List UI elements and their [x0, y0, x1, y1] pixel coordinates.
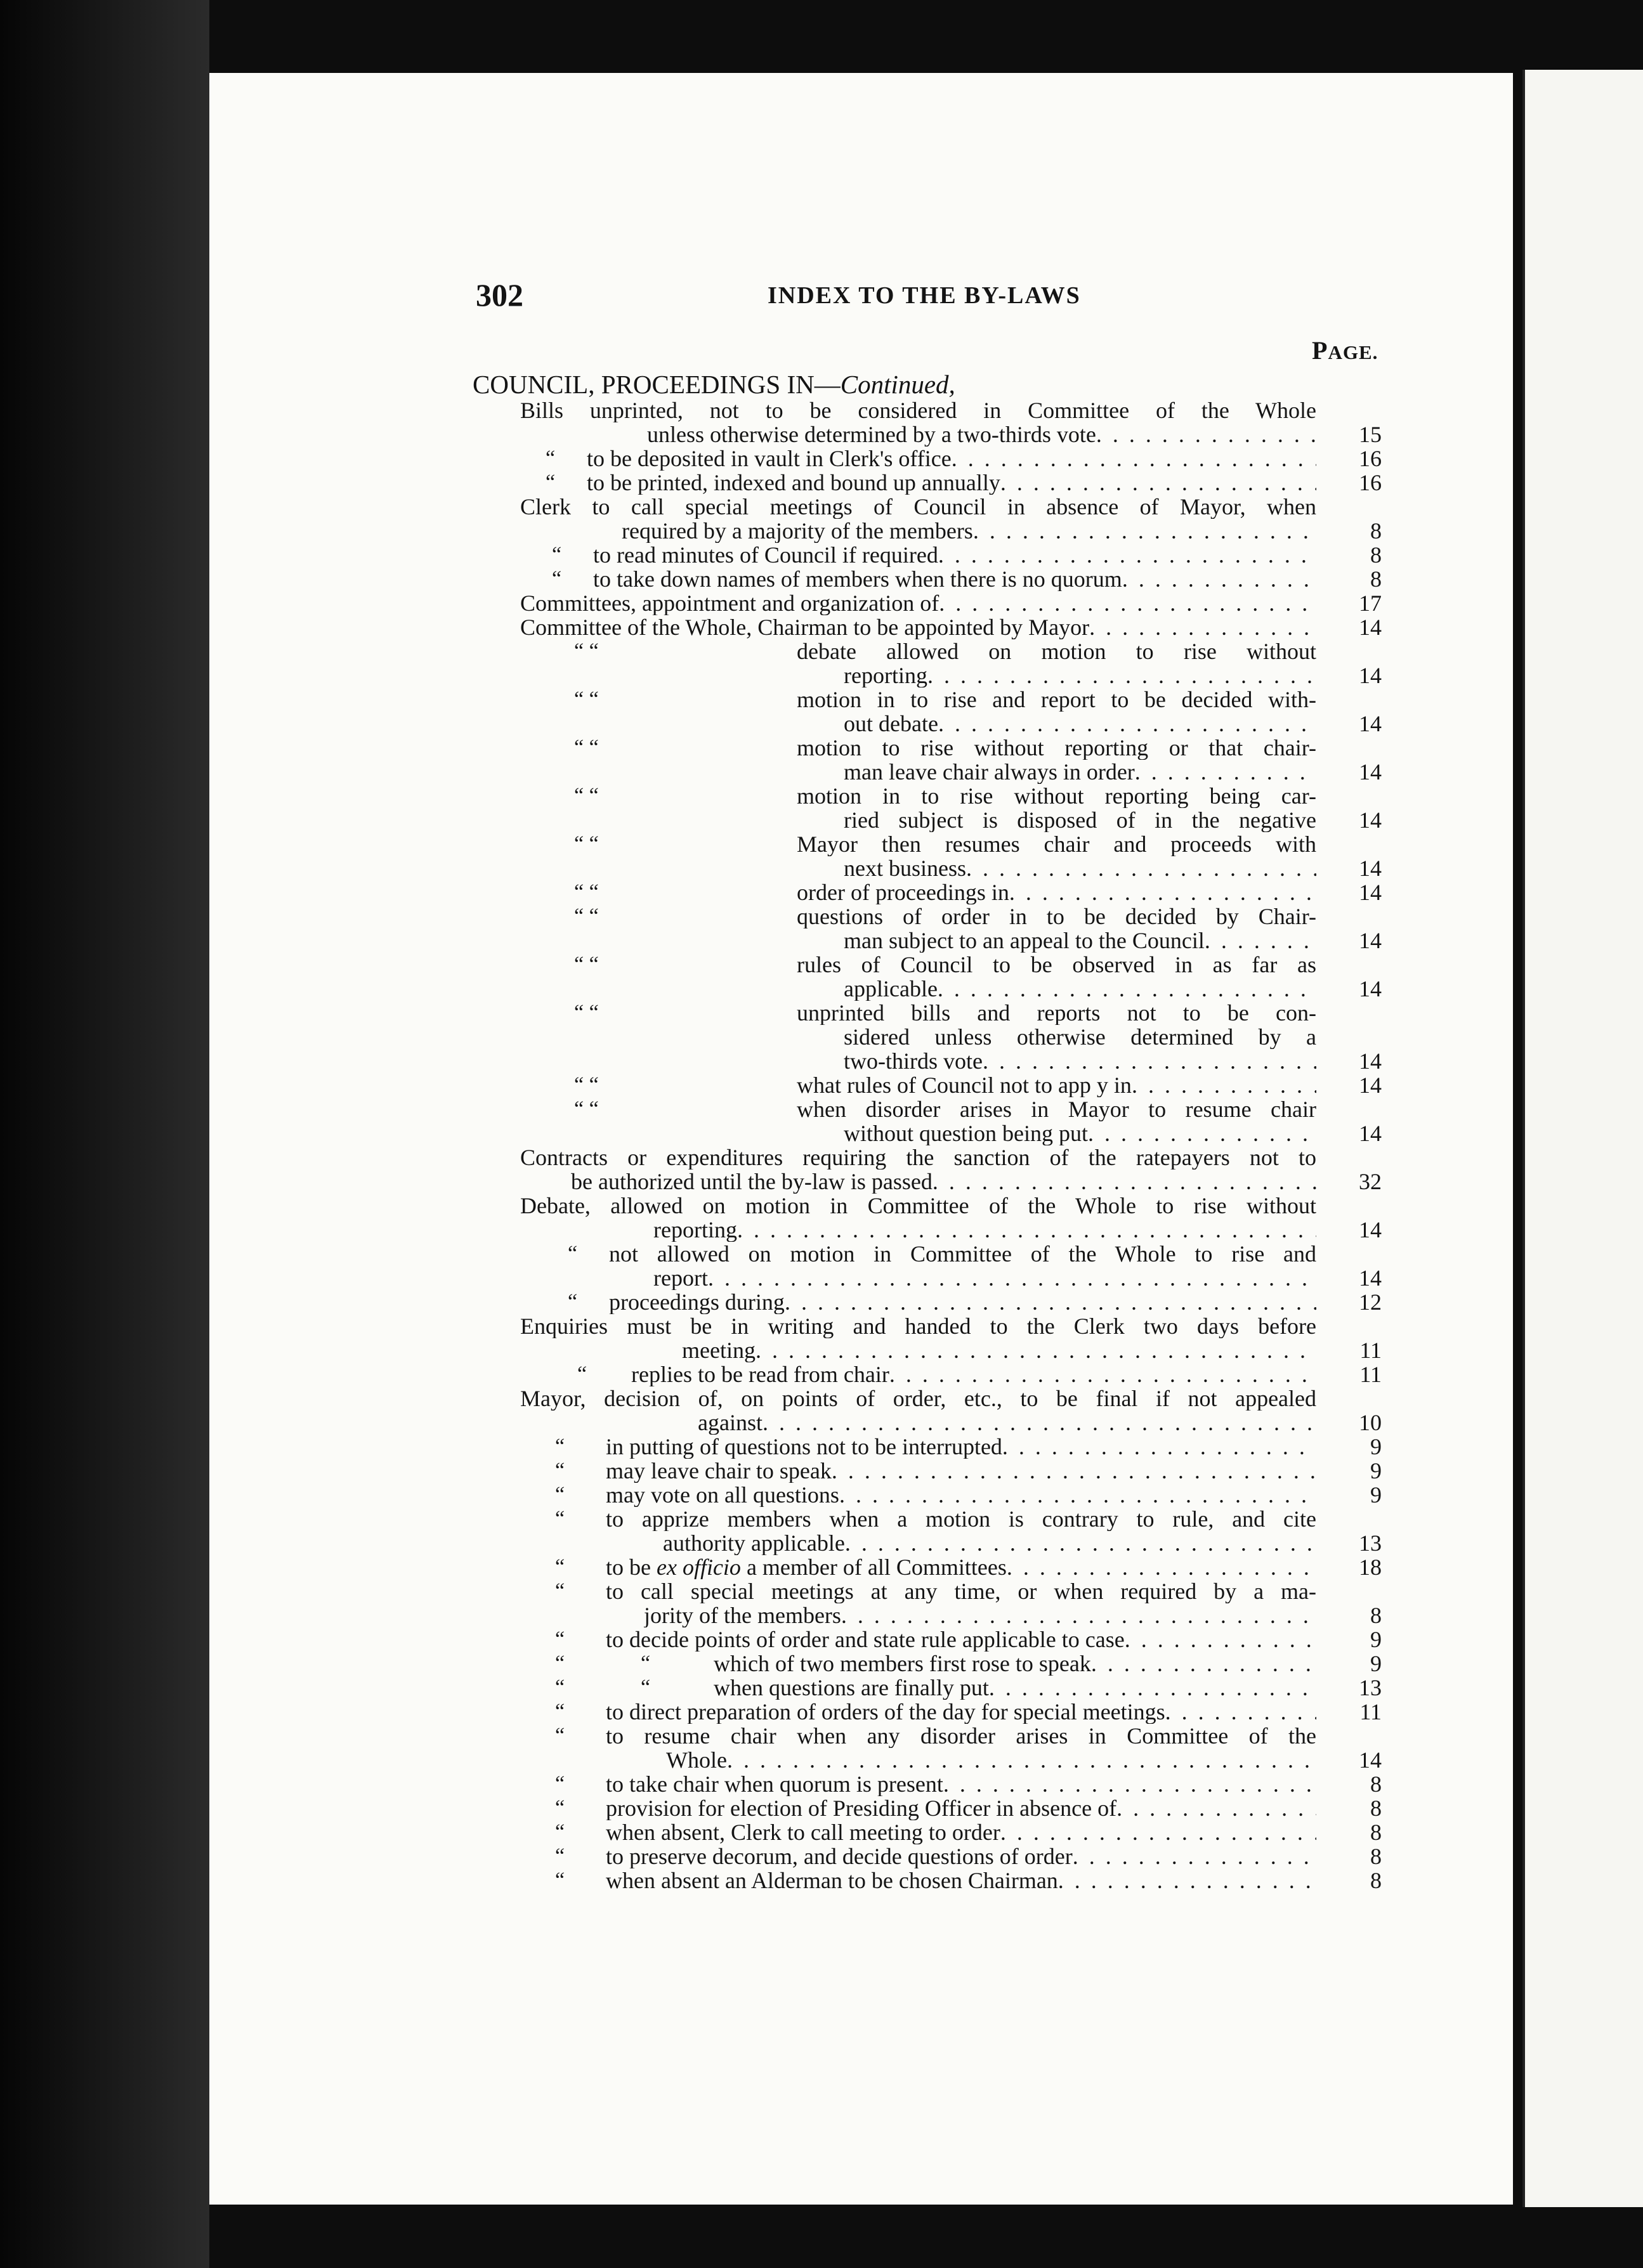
index-entry	[520, 1676, 1382, 1700]
leader-dots	[708, 1266, 1316, 1290]
entry-text: Mayor, decision of, on points of order, etc., to be final if not appealed	[520, 1386, 1316, 1411]
entry-text: Mayor then resumes chair and proceeds with	[797, 832, 1316, 856]
ditto-mark: “	[555, 1820, 565, 1844]
index-entry	[520, 929, 1382, 953]
entry-text: when questions are finally put	[714, 1676, 989, 1700]
adjacent-page-edge	[1522, 70, 1643, 2207]
leader-dots	[1088, 1121, 1316, 1145]
index-entry	[520, 904, 1382, 929]
entry-text: report	[653, 1266, 708, 1290]
ditto-mark: “	[555, 1796, 565, 1820]
entry-text: to preserve decorum, and decide questions of order	[606, 1844, 1073, 1868]
index-entry	[520, 712, 1382, 736]
entry-text-italic: ex officio	[656, 1555, 741, 1579]
index-entry	[520, 736, 1382, 760]
page-ref: 14	[1359, 976, 1382, 1001]
leader-dots	[989, 1676, 1316, 1700]
index-entry	[520, 1579, 1382, 1603]
entry-text: without question being put	[844, 1121, 1088, 1145]
page-ref: 32	[1359, 1169, 1382, 1194]
index-entry	[520, 1627, 1382, 1652]
leader-dots	[1165, 1700, 1316, 1724]
entry-text: to read minutes of Council if required	[593, 543, 938, 567]
ditto-marks: “ “	[574, 880, 599, 904]
index-entry	[520, 1025, 1382, 1049]
index-entry	[520, 663, 1382, 688]
ditto-marks: “ “	[574, 736, 599, 759]
ditto-mark: “	[568, 1242, 578, 1265]
ditto-mark: “	[555, 1652, 565, 1675]
ditto-mark: “	[555, 1507, 565, 1530]
ditto-mark: “	[555, 1579, 565, 1603]
index-entry	[520, 1073, 1382, 1097]
entry-text: motion in to rise and report to be decided with-	[797, 688, 1316, 712]
ditto-marks: “ “	[574, 1001, 599, 1024]
leader-dots	[845, 1531, 1316, 1555]
index-entry	[520, 1218, 1382, 1242]
page-label-initial: P	[1312, 336, 1328, 365]
entry-text: man subject to an appeal to the Council	[844, 929, 1205, 953]
index-entry	[520, 880, 1382, 904]
entry-text: to call special meetings at any time, or when required by a ma-	[606, 1579, 1316, 1603]
entry-text: out debate	[844, 712, 938, 736]
ditto-marks: “ “	[574, 688, 599, 711]
ditto-mark: “	[568, 1290, 578, 1313]
ditto-mark: “	[555, 1676, 565, 1699]
index-entry	[520, 856, 1382, 880]
entry-text: to apprize members when a motion is contrary to rule, and cite	[606, 1507, 1316, 1531]
index-entry	[520, 1868, 1382, 1893]
entry-text: jority of the members	[644, 1603, 841, 1627]
entry-text: questions of order in to be decided by Chair-	[797, 904, 1316, 929]
entry-text: ried subject is disposed of in the negative	[844, 808, 1316, 832]
ditto-mark: “	[555, 1700, 565, 1723]
section-heading	[473, 369, 955, 400]
page-ref: 9	[1370, 1458, 1382, 1483]
ditto-mark: “	[555, 1555, 565, 1579]
entry-text: reporting	[844, 663, 927, 688]
index-entry	[520, 519, 1382, 543]
index-entry	[520, 1796, 1382, 1820]
ditto-mark: “	[555, 1627, 565, 1651]
entry-text: against	[698, 1411, 763, 1435]
leader-dots	[952, 446, 1316, 471]
page-ref: 14	[1359, 1217, 1382, 1242]
entry-text: required by a majority of the members	[622, 519, 973, 543]
index-entry	[520, 1001, 1382, 1025]
leader-dots	[983, 1049, 1316, 1073]
leader-dots	[939, 591, 1316, 615]
ditto-marks: “ “	[574, 1073, 599, 1097]
index-entry	[520, 398, 1382, 422]
page-ref: 8	[1370, 1868, 1382, 1893]
index-entry	[520, 1507, 1382, 1531]
leader-dots	[1125, 1627, 1316, 1652]
index-entry	[520, 615, 1382, 639]
leader-dots	[756, 1338, 1316, 1362]
entry-text: in putting of questions not to be interrupted	[606, 1435, 1002, 1459]
leader-dots	[933, 1170, 1316, 1194]
ditto-marks: “ “	[574, 1097, 599, 1121]
ditto-mark: “	[555, 1483, 565, 1506]
leader-dots	[889, 1362, 1316, 1386]
page-ref: 14	[1359, 711, 1382, 736]
leader-dots	[938, 977, 1316, 1001]
ditto-marks: “ “	[574, 953, 599, 976]
index-entry	[520, 1820, 1382, 1844]
index-entry	[520, 1844, 1382, 1868]
ditto-mark: “	[546, 446, 556, 470]
index-entry	[520, 832, 1382, 856]
index-entry	[520, 422, 1382, 446]
index-entry	[520, 1362, 1382, 1386]
leader-dots	[1116, 1796, 1316, 1820]
index-entry	[520, 1097, 1382, 1121]
page-ref: 15	[1359, 422, 1382, 447]
ditto-mark: “	[546, 471, 556, 494]
entry-text: next business	[844, 856, 966, 880]
page-ref: 14	[1359, 880, 1382, 905]
page-ref: 8	[1370, 1771, 1382, 1797]
leader-dots	[763, 1411, 1316, 1435]
index-entry	[520, 1314, 1382, 1338]
page-ref: 14	[1359, 1265, 1382, 1291]
index-entry	[520, 1531, 1382, 1555]
page-ref: 17	[1359, 590, 1382, 616]
entry-text: Contracts or expenditures requiring the sanction of the ratepayers not to	[520, 1145, 1316, 1170]
entry-text: meeting	[682, 1338, 756, 1362]
page-ref: 8	[1370, 518, 1382, 544]
ditto-marks: “ “	[574, 784, 599, 807]
leader-dots	[1073, 1844, 1316, 1868]
leader-dots	[938, 712, 1316, 736]
entry-text: when absent an Alderman to be chosen Chairman	[606, 1868, 1058, 1893]
index-entry	[520, 1603, 1382, 1627]
index-entry	[520, 1748, 1382, 1772]
index-entry	[520, 1290, 1382, 1314]
ditto-mark: “	[555, 1435, 565, 1458]
ditto-mark: “	[555, 1459, 565, 1482]
leader-dots	[943, 1772, 1316, 1796]
entry-text: Committee of the Whole, Chairman to be appointed by Mayor	[520, 615, 1090, 639]
index-entry	[520, 543, 1382, 567]
entry-text: may leave chair to speak	[606, 1459, 832, 1483]
page-ref: 11	[1359, 1338, 1382, 1363]
leader-dots	[1091, 1652, 1316, 1676]
entry-text: to be	[606, 1555, 657, 1579]
leader-dots	[841, 1603, 1316, 1627]
index-entry	[520, 1338, 1382, 1362]
entry-text: debate allowed on motion to rise without	[797, 639, 1316, 663]
page-ref: 8	[1370, 1844, 1382, 1869]
entry-text: two-thirds vote	[844, 1049, 983, 1073]
entry-text: motion to rise without reporting or that chair-	[797, 736, 1316, 760]
page-ref: 8	[1370, 1796, 1382, 1821]
section-heading-text: COUNCIL, PROCEEDINGS IN—	[473, 370, 841, 399]
leader-dots	[1205, 929, 1316, 953]
entry-text: authority applicable	[663, 1531, 845, 1555]
ditto-marks: “ “	[574, 904, 599, 928]
entry-text: be authorized until the by-law is passed	[571, 1170, 933, 1194]
entry-text: a member of all Committees	[740, 1555, 1007, 1579]
leader-dots	[938, 543, 1316, 567]
page-ref: 11	[1359, 1699, 1382, 1724]
page-ref: 14	[1359, 615, 1382, 640]
index-entry	[520, 1459, 1382, 1483]
entry-text: when disorder arises in Mayor to resume chair	[797, 1097, 1316, 1121]
entry-text: sidered unless otherwise determined by a	[844, 1025, 1316, 1049]
index-entry	[520, 977, 1382, 1001]
index-entry	[520, 953, 1382, 977]
ditto-mark: “	[641, 1676, 651, 1699]
entry-text: unless otherwise determined by a two-thirds vote	[647, 422, 1096, 446]
page-ref: 12	[1359, 1289, 1382, 1315]
leader-dots	[1000, 1820, 1316, 1844]
entry-text: provision for election of Presiding Officer in absence of	[606, 1796, 1117, 1820]
leader-dots	[927, 663, 1316, 688]
entry-text: order of proceedings in	[797, 880, 1009, 904]
entry-text: unprinted bills and reports not to be con-	[797, 1001, 1316, 1025]
page-ref: 10	[1359, 1410, 1382, 1435]
page-ref: 14	[1359, 1072, 1382, 1098]
entry-text: Committees, appointment and organization of	[520, 591, 939, 615]
scan-margin-left	[0, 0, 209, 2268]
index-entry	[520, 688, 1382, 712]
index-entry	[520, 1170, 1382, 1194]
entry-text: reporting	[653, 1218, 737, 1242]
section-heading-continued: Continued,	[840, 370, 955, 399]
index-entry	[520, 1555, 1382, 1579]
page-ref: 14	[1359, 807, 1382, 833]
index-entry	[520, 1483, 1382, 1507]
entry-text: not allowed on motion in Committee of the Whole to rise and	[609, 1242, 1316, 1266]
index-entry	[520, 567, 1382, 591]
index-entry	[520, 446, 1382, 471]
index-entry	[520, 1411, 1382, 1435]
entry-text: may vote on all questions	[606, 1483, 839, 1507]
entry-text: rules of Council to be observed in as far as	[797, 953, 1316, 977]
leader-dots	[737, 1218, 1316, 1242]
page-ref: 9	[1370, 1651, 1382, 1676]
index-entry	[520, 1724, 1382, 1748]
page-ref: 8	[1370, 566, 1382, 592]
page-ref: 16	[1359, 446, 1382, 471]
leader-dots	[727, 1748, 1316, 1772]
entry-text: what rules of Council not to app y in	[797, 1073, 1132, 1097]
page-ref: 14	[1359, 928, 1382, 953]
ditto-marks: “ “	[574, 639, 599, 663]
leader-dots	[1007, 1555, 1316, 1579]
leader-dots	[973, 519, 1316, 543]
index-entry	[520, 1772, 1382, 1796]
leader-dots	[1135, 760, 1316, 784]
entry-text: Enquiries must be in writing and handed to the Clerk two days before	[520, 1314, 1316, 1338]
entry-text: Clerk to call special meetings of Council in absence of Mayor, when	[520, 495, 1316, 519]
leader-dots	[1000, 471, 1316, 495]
ditto-mark: “	[552, 543, 562, 566]
leader-dots	[1009, 880, 1316, 904]
entry-text: which of two members first rose to speak	[714, 1652, 1091, 1676]
ditto-mark: “	[555, 1844, 565, 1868]
entry-text: proceedings during	[609, 1290, 785, 1314]
page-ref: 8	[1370, 542, 1382, 568]
page-column-label	[1312, 338, 1378, 365]
entry-text: to be printed, indexed and bound up annually	[587, 471, 1000, 495]
page-ref: 9	[1370, 1434, 1382, 1459]
ditto-mark: “	[552, 567, 562, 590]
ditto-mark: “	[641, 1652, 651, 1675]
page-ref: 16	[1359, 470, 1382, 495]
page-ref: 8	[1370, 1603, 1382, 1628]
ditto-mark: “	[577, 1362, 587, 1386]
leader-dots	[1132, 1073, 1316, 1097]
index-entry	[520, 1435, 1382, 1459]
leader-dots	[1089, 615, 1316, 639]
entry-text: when absent, Clerk to call meeting to order	[606, 1820, 1000, 1844]
entry-text: Bills unprinted, not to be considered in Committee of the Whole	[520, 398, 1316, 422]
page-ref: 13	[1359, 1530, 1382, 1556]
index-entry	[520, 808, 1382, 832]
page-number: 302	[476, 277, 523, 313]
index-entry	[520, 1049, 1382, 1073]
ditto-mark: “	[555, 1772, 565, 1796]
leader-dots	[839, 1483, 1316, 1507]
page-ref: 14	[1359, 759, 1382, 785]
entry-text: to be deposited in vault in Clerk's office	[587, 446, 952, 471]
index-entry	[520, 1194, 1382, 1218]
entry-text: to resume chair when any disorder arises in Committee of the	[606, 1724, 1316, 1748]
ditto-mark: “	[555, 1724, 565, 1747]
entry-text: Debate, allowed on motion in Committee of the Whole to rise without	[520, 1194, 1316, 1218]
leader-dots	[966, 856, 1316, 880]
page-ref: 14	[1359, 663, 1382, 688]
leader-dots	[1122, 567, 1316, 591]
index-entry	[520, 471, 1382, 495]
index-entry	[520, 1652, 1382, 1676]
ditto-mark: “	[555, 1868, 565, 1892]
entry-text: replies to be read from chair	[631, 1362, 889, 1386]
entry-text: motion in to rise without reporting being car-	[797, 784, 1316, 808]
page-ref: 14	[1359, 1048, 1382, 1074]
index-entry	[520, 1700, 1382, 1724]
page-ref: 9	[1370, 1627, 1382, 1652]
leader-dots	[785, 1290, 1316, 1314]
index-entry	[520, 760, 1382, 784]
index-entry	[520, 495, 1382, 519]
page-ref: 11	[1359, 1362, 1382, 1387]
index-entry	[520, 1266, 1382, 1290]
entry-text: Whole	[666, 1748, 727, 1772]
index-entry	[520, 591, 1382, 615]
leader-dots	[1002, 1435, 1316, 1459]
page-ref: 18	[1359, 1554, 1382, 1580]
entry-text: to decide points of order and state rule applicable to case	[606, 1627, 1125, 1652]
index-entry	[520, 1121, 1382, 1145]
leader-dots	[1096, 422, 1316, 446]
page-ref: 14	[1359, 1121, 1382, 1146]
page-label-rest: AGE.	[1328, 341, 1378, 363]
entry-text: to take down names of members when there is no quorum	[593, 567, 1122, 591]
entry-text: to take chair when quorum is present	[606, 1772, 943, 1796]
index-entry	[520, 1242, 1382, 1266]
page-ref: 14	[1359, 856, 1382, 881]
page-ref: 8	[1370, 1820, 1382, 1845]
index-entry	[520, 639, 1382, 663]
entry-text: applicable	[844, 977, 938, 1001]
index-entry	[520, 1386, 1382, 1411]
entry-text: to direct preparation of orders of the day for special meetings	[606, 1700, 1165, 1724]
entry-text: man leave chair always in order	[844, 760, 1135, 784]
leader-dots	[832, 1459, 1316, 1483]
index-entry	[520, 784, 1382, 808]
page-ref: 14	[1359, 1747, 1382, 1773]
index-entry	[520, 1145, 1382, 1170]
page-ref: 13	[1359, 1675, 1382, 1700]
page-ref: 9	[1370, 1482, 1382, 1508]
leader-dots	[1058, 1868, 1316, 1893]
ditto-marks: “ “	[574, 832, 599, 856]
running-title: INDEX TO THE BY-LAWS	[768, 282, 1081, 309]
